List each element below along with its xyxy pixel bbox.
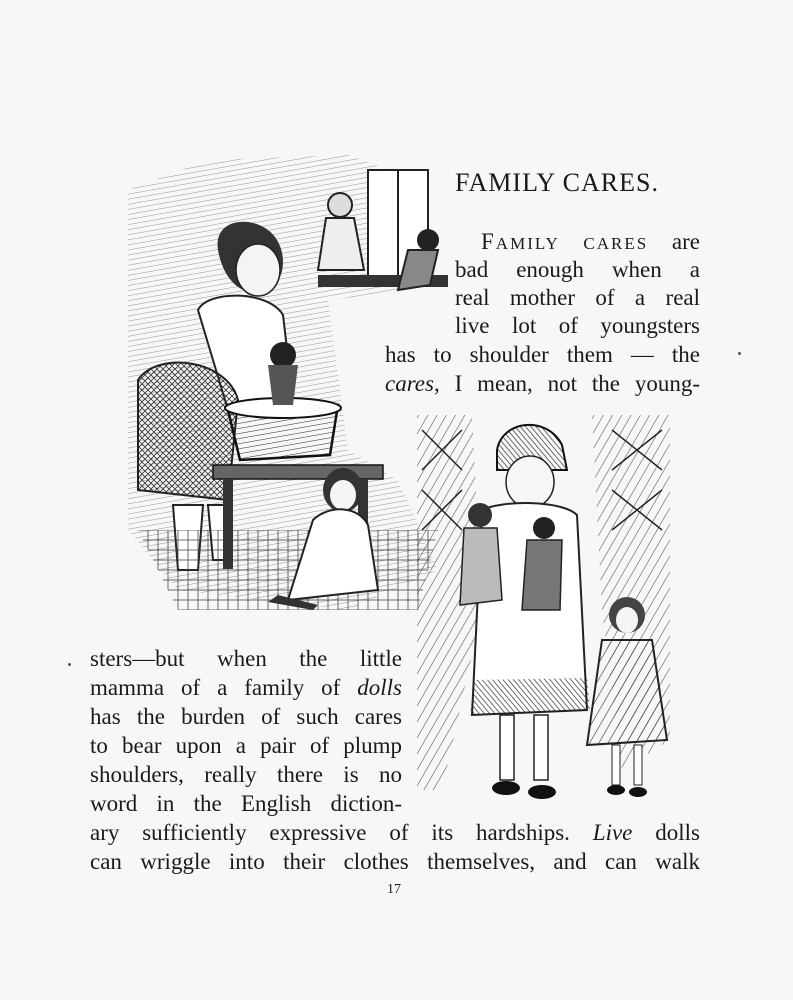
text-line: bad enough when a (455, 257, 700, 282)
italic-word: Live (592, 820, 633, 845)
text-line: sters—but when the little (90, 646, 402, 671)
text-line: ary sufficiently expressive of its hardships. Live dolls (90, 820, 701, 845)
engraving-girl-holding-dolls (412, 410, 674, 812)
text-line: real mother of a real (455, 285, 700, 310)
text-line: FAMILY CARES are (481, 229, 700, 254)
text-line: to bear upon a pair of plump (90, 733, 402, 758)
italic-word: dolls (357, 675, 402, 700)
text-line: mamma of a family of dolls (90, 675, 402, 700)
print-speck (738, 352, 741, 355)
print-speck (68, 663, 71, 666)
page-number: 17 (387, 882, 401, 897)
text-line: has the burden of such cares (90, 704, 402, 729)
text-line: live lot of youngsters (455, 313, 700, 338)
text-line: shoulders, really there is no (90, 762, 402, 787)
text-line: can wriggle into their clothes themselves, and can walk (90, 849, 700, 874)
italic-word: cares (385, 371, 434, 396)
small-caps-lead: AMILY CARES (495, 234, 649, 253)
text-line: cares, I mean, not the young- (385, 371, 700, 396)
text-line: has to shoulder them — the (385, 342, 700, 367)
drop-initial: F (481, 229, 496, 254)
text-line: word in the English diction- (90, 791, 402, 816)
page-title: FAMILY CARES. (455, 168, 659, 197)
